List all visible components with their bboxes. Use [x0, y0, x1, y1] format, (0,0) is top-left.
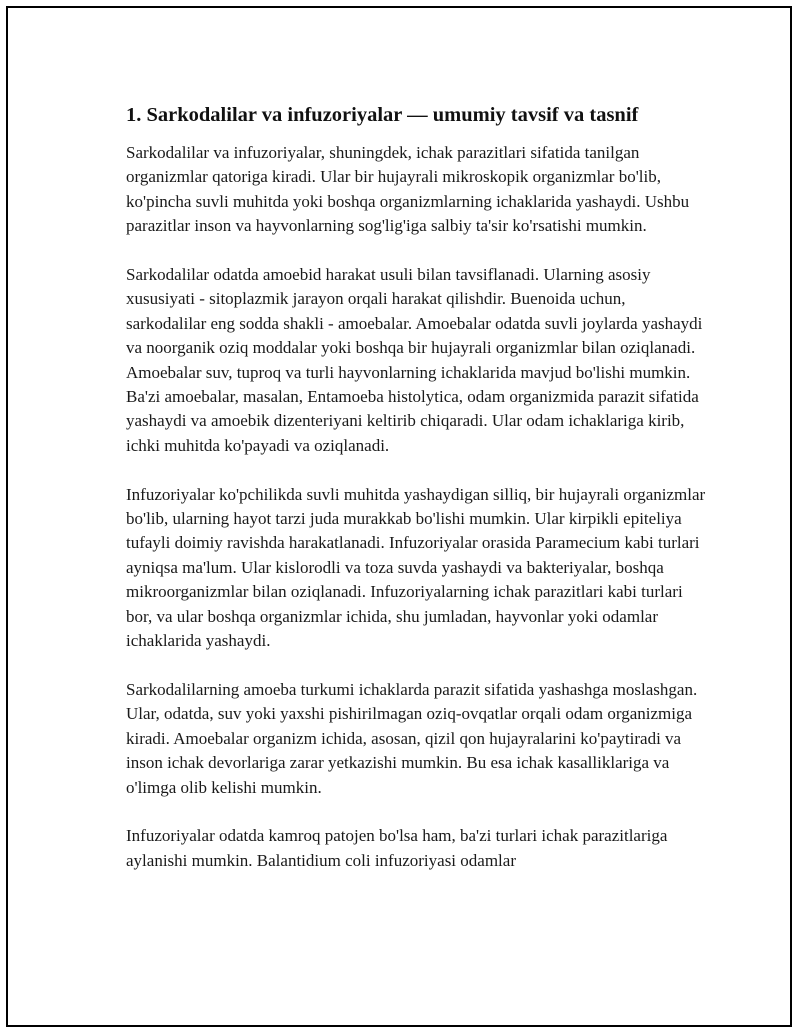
paragraph-1: Sarkodalilar va infuzoriyalar, shuningdek, ichak parazitlari sifatida tanilgan organizmlar qatoriga kiradi. Ular bir hujayrali mikroskopik organizmlar bo'lib, ko'pincha suvli muhitda yoki boshqa organizmlarning ichaklarida yashaydi. Ushbu parazitlar inson va hayvonlarning sog'lig'iga salbiy ta'sir ko'rsatishi mumkin. [126, 143, 690, 236]
paragraph-2: Sarkodalilar odatda amoebid harakat usuli bilan tavsiflanadi. Ularning asosiy xususiyati - sitoplazmik jarayon orqali harakat qilishdir. Buenoida uchun, sarkodalilar eng sodda shakli - amoebalar. Amoebalar odatda suvli joylarda yashaydi va noorganik oziq moddalar yoki boshqa bir hujayrali organizmlar bilan oziqlanadi. Amoebalar suv, tuproq va turli hayvonlarning ichaklarida mavjud bo'lishi mumkin. Ba'zi amoebalar, masalan, Entamoeba histolytica, odam organizmida parazit sifatida yashaydi va amoebik dizenteriyani keltirib chiqaradi. Ular odam ichaklariga kirib, ichki muhitda ko'payadi va oziqlanadi. [126, 265, 703, 455]
section-title: 1. Sarkodalilar va infuzoriyalar — umumiy tavsif va tasnif [126, 104, 639, 126]
page-frame [6, 6, 792, 1027]
document-body [126, 102, 706, 898]
paragraph-4: Sarkodalilarning amoeba turkumi ichaklarda parazit sifatida yashashga moslashgan. Ular, odatda, suv yoki yaxshi pishirilmagan oziq-ovqatlar orqali odam organizmiga kiradi. Amoebalar organizm ichida, asosan, qizil qon hujayralarini ko'paytiradi va inson ichak devorlariga zarar yetkazishi mumkin. Bu esa ichak kasalliklariga va o'limga olib kelishi mumkin. [126, 679, 698, 797]
paragraph-3: Infuzoriyalar ko'pchilikda suvli muhitda yashaydigan silliq, bir hujayrali organizmlar bo'lib, ularning hayot tarzi juda murakkab bo'lishi mumkin. Ular kirpikli epiteliya tufayli doimiy ravishda harakatlanadi. Infuzoriyalar orasida Paramecium kabi turlari ayniqsa ma'lum. Ular kislorodli va toza suvda yashaydi va bakteriyalar, boshqa mikroorganizmlar bilan oziqlanadi. Infuzoriyalarning ichak parazitlari kabi turlari bor, va ular boshqa organizmlar ichida, shu jumladan, hayvonlar yoki odamlar ichaklarida yashaydi. [126, 484, 706, 651]
paragraph-5: Infuzoriyalar odatda kamroq patojen bo'lsa ham, ba'zi turlari ichak parazitlariga aylanishi mumkin. Balantidium coli infuzoriyasi odamlar [126, 826, 668, 870]
